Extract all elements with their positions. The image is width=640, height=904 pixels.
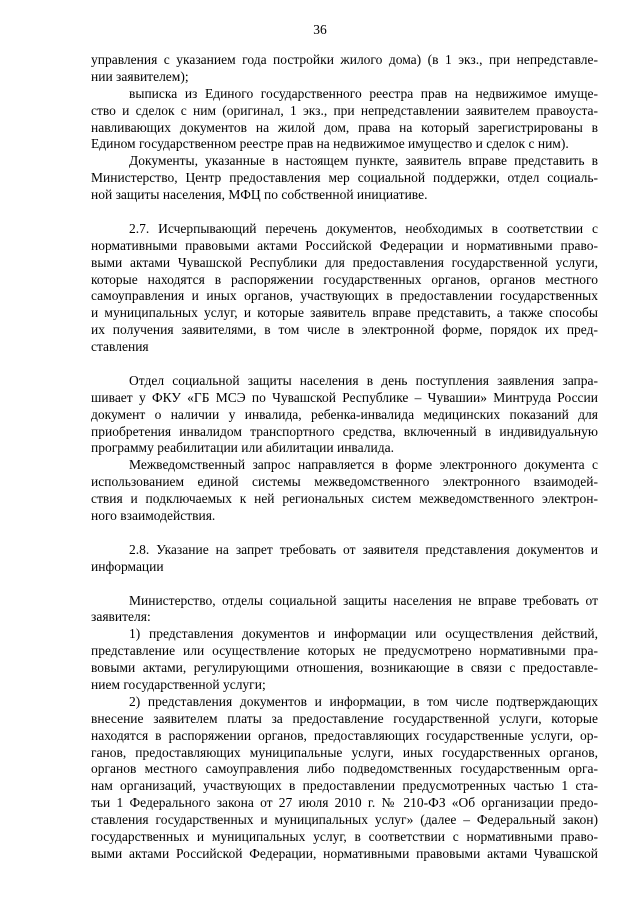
text-line: которые находятся в распоряжении государственных органов, органов местного	[91, 271, 598, 287]
text-line: 2.8. Указание на запрет требовать от заявителя представления документов и	[129, 541, 598, 557]
document-body	[91, 52, 598, 863]
text-line: внесение заявителем платы за предоставление государственной услуги, которые	[91, 710, 598, 726]
text-line: документ о наличии у инвалида, ребенка-инвалида медицинских показаний для	[91, 406, 598, 422]
text-line: ствия и подключаемых к ней региональных систем межведомственного электрон-	[91, 491, 598, 507]
text-line: 1) представления документов и информации или осуществления действий,	[129, 626, 598, 642]
text-line: Министерство, Центр предоставления мер социальной поддержки, отдел социаль-	[91, 170, 598, 186]
blank-line	[91, 204, 598, 221]
text-line: ного взаимодействия.	[91, 508, 216, 524]
blank-line	[91, 576, 598, 593]
text-line: ганов, предоставляющих муниципальные услуги, иных государственных органов,	[91, 744, 598, 760]
text-line: выми актами Российской Федерации, нормативными правовыми актами Чувашской	[91, 845, 598, 861]
text-line: выписка из Единого государственного реестра прав на недвижимое имуще-	[129, 85, 598, 101]
text-line: заявителя:	[91, 609, 151, 625]
text-line: самоуправления и иных органов, участвующих в предоставлении государственных	[91, 288, 598, 304]
text-line: их получения заявителями, в том числе в электронной форме, порядок их пред-	[91, 322, 598, 338]
text-line: программу реабилитации или абилитации инвалида.	[91, 440, 394, 456]
text-line: представление или осуществление которых не предусмотрено нормативными пра-	[91, 643, 598, 659]
text-line: приобретения инвалидом транспортного средства, включенный в индивидуальную	[91, 423, 598, 439]
text-line: управления с указанием года постройки жилого дома) (в 1 экз., при непредставле-	[91, 52, 598, 67]
text-line: нием государственной услуги;	[91, 676, 266, 692]
text-line: ставления государственных и муниципальных услуг» (далее – Федеральный закон)	[91, 812, 598, 828]
text-line: навливающих документов на жилой дом, права на который зарегистрированы в	[91, 119, 598, 135]
text-line: органов местного самоуправления либо подведомственных государственным орга-	[91, 761, 598, 777]
page-number: 36	[313, 22, 327, 37]
text-line: выми актами Чувашской Республики для предоставления государственной услуги,	[91, 254, 598, 270]
text-line: шивает у ФКУ «ГБ МСЭ по Чувашской Республике – Чувашии» Минтруда России	[91, 389, 598, 405]
text-line: Министерство, отделы социальной защиты населения не вправе требовать от	[129, 592, 598, 608]
text-line: информации	[91, 558, 164, 574]
blank-line	[91, 525, 598, 542]
text-line: и муниципальных услуг, и которые заявитель вправе представить, а также способы	[91, 305, 598, 321]
text-line: нии заявителем);	[91, 68, 189, 84]
text-line: ство и сделок с ним (оригинал, 1 экз., при непредставлении заявителем правоуста-	[91, 102, 598, 118]
text-line: вовыми актами, регулирующими отношения, возникающие в связи с предоставле-	[91, 660, 598, 676]
text-line: Едином государственном реестре прав на недвижимое имущество и сделок с ним).	[91, 136, 569, 152]
text-line: ной защиты населения, МФЦ по собственной инициативе.	[91, 187, 428, 203]
text-line: использованием единой системы межведомственного электронного взаимодей-	[91, 474, 598, 490]
blank-line	[91, 356, 598, 373]
text-line: ставления	[91, 339, 149, 355]
text-line: Отдел социальной защиты населения в день поступления заявления запра-	[129, 372, 598, 388]
text-line: находятся в распоряжении органов, предоставляющих государственные услуги, ор-	[91, 727, 598, 743]
text-line: нормативными правовыми актами Российской Федерации и нормативными право-	[91, 237, 598, 253]
text-line: нам организаций, участвующих в предоставлении предусмотренных частью 1 ста-	[91, 778, 598, 794]
text-line: тьи 1 Федерального закона от 27 июля 2010 г. № 210-ФЗ «Об организации предо-	[91, 795, 598, 811]
text-line: 2.7. Исчерпывающий перечень документов, необходимых в соответствии с	[129, 220, 598, 236]
text-line: 2) представления документов и информации, в том числе подтверждающих	[129, 693, 598, 709]
text-line: государственных и муниципальных услуг, в соответствии с нормативными право-	[91, 828, 598, 844]
text-line: Документы, указанные в настоящем пункте, заявитель вправе представить в	[129, 153, 598, 169]
text-line: Межведомственный запрос направляется в форме электронного документа с	[129, 457, 598, 473]
